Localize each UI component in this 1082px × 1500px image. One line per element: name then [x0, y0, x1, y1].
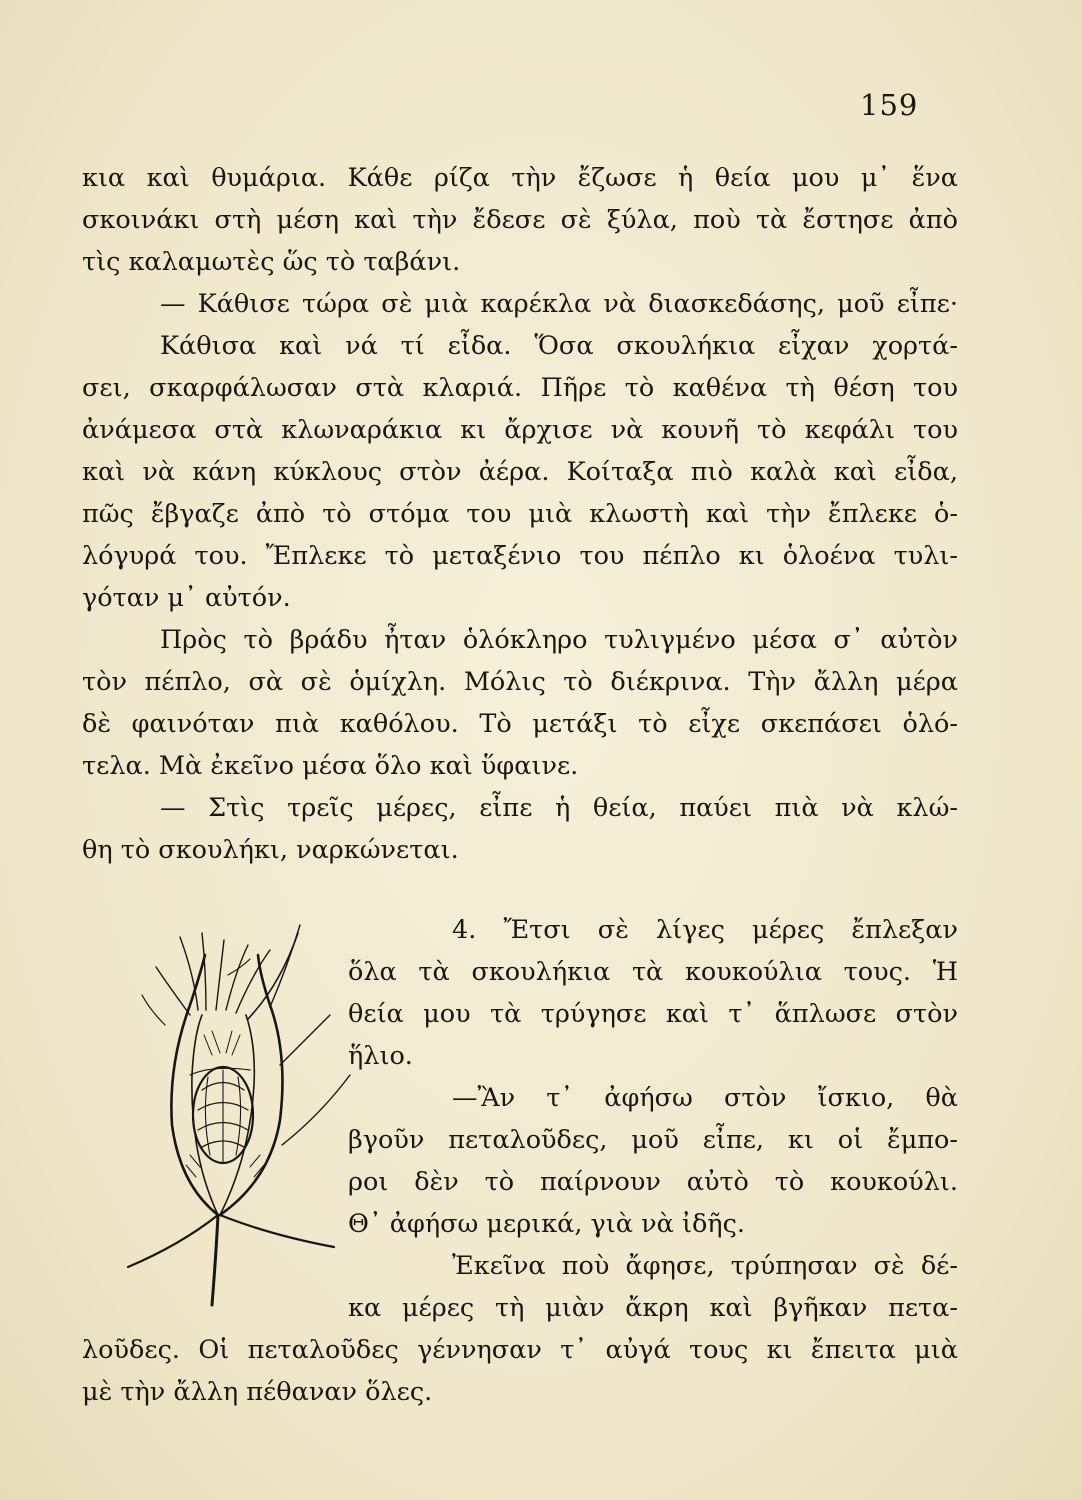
text-line: θεία μου τὰ τρύγησε καὶ τ᾿ ἅπλωσε στὸν	[348, 999, 958, 1029]
text-line: ἥλιο.	[348, 1041, 413, 1071]
text-line: —Ἂν τ᾿ ἀφήσω στὸν ἴσκιο, θὰ	[452, 1083, 958, 1113]
text-line: σκοινάκι στὴ μέση καὶ τὴν ἔδεσε σὲ ξύλα, ποὺ τὰ ἔστησε ἀπὸ	[82, 205, 958, 235]
text-line: — Στὶς τρεῖς μέρες, εἶπε ἡ θεία, παύει πιὰ νὰ κλώ-	[160, 793, 958, 823]
text-line: Θ᾿ ἀφήσω μερικά, γιὰ νὰ ἰδῆς.	[348, 1209, 745, 1239]
text-line: λόγυρά του. Ἔπλεκε τὸ μεταξένιο του πέπλο κι ὁλοένα τυλι-	[82, 541, 958, 571]
text-line: κια καὶ θυμάρια. Κάθε ρίζα τὴν ἔζωσε ἡ θεία μου μ᾿ ἕνα	[82, 163, 958, 193]
text-line: τὸν πέπλο, σὰ σὲ ὁμίχλη. Μόλις τὸ διέκρινα. Τὴν ἄλλη μέρα	[82, 667, 958, 697]
text-line: πῶς ἔβγαζε ἀπὸ τὸ στόμα του μιὰ κλωστὴ καὶ τὴν ἔπλεκε ὁ-	[82, 499, 958, 529]
text-line: Ἐκεῖνα ποὺ ἄφησε, τρύπησαν σὲ δέ-	[452, 1251, 958, 1281]
text-line: — Κάθισε τώρα σὲ μιὰ καρέκλα νὰ διασκεδάσης, μοῦ εἶπε·	[160, 289, 958, 319]
text-line: μὲ τὴν ἄλλη πέθαναν ὅλες.	[82, 1377, 433, 1407]
text-line: σει, σκαρφάλωσαν στὰ κλαριά. Πῆρε τὸ καθένα τὴ θέση του	[82, 373, 958, 403]
text-line: τελα. Μὰ ἐκεῖνο μέσα ὅλο καὶ ὕφαινε.	[82, 751, 579, 781]
text-line: δὲ φαινόταν πιὰ καθόλου. Τὸ μετάξι τὸ εἶχε σκεπάσει ὁλό-	[82, 709, 958, 739]
text-line: λοῦδες. Οἱ πεταλοῦδες γέννησαν τ᾿ αὐγά τους κι ἔπειτα μιὰ	[82, 1335, 958, 1365]
text-line: Πρὸς τὸ βράδυ ἦταν ὁλόκληρο τυλιγμένο μέσα σ᾿ αὐτὸν	[160, 625, 958, 655]
text-line: γόταν μ᾿ αὐτόν.	[82, 583, 291, 613]
text-line: θη τὸ σκουλήκι, ναρκώνεται.	[82, 835, 459, 865]
text-line: ὅλα τὰ σκουλήκια τὰ κουκούλια τους. Ἡ	[348, 957, 958, 987]
text-line: 4. Ἔτσι σὲ λίγες μέρες ἔπλεξαν	[452, 915, 958, 945]
page-number: 159	[860, 88, 919, 122]
text-line: ροι δὲν τὸ παίρνουν αὐτὸ τὸ κουκούλι.	[348, 1167, 958, 1197]
text-line: ἀνάμεσα στὰ κλωναράκια κι ἄρχισε νὰ κουνῆ τὸ κεφάλι του	[82, 415, 958, 445]
text-line: βγοῦν πεταλοῦδες, μοῦ εἶπε, κι οἱ ἔμπο-	[348, 1125, 958, 1155]
text-line: Κάθισα καὶ νά τί εἶδα. Ὅσα σκουλήκια εἶχαν χορτά-	[160, 331, 958, 361]
text-line: κα μέρες τὴ μιὰν ἄκρη καὶ βγῆκαν πετα-	[348, 1293, 958, 1323]
cocoon-illustration	[120, 915, 370, 1315]
text-line: τὶς καλαμωτὲς ὥς τὸ ταβάνι.	[82, 247, 461, 277]
text-line: καὶ νὰ κάνη κύκλους στὸν ἀέρα. Κοίταξα πιὸ καλὰ καὶ εἶδα,	[82, 457, 958, 487]
